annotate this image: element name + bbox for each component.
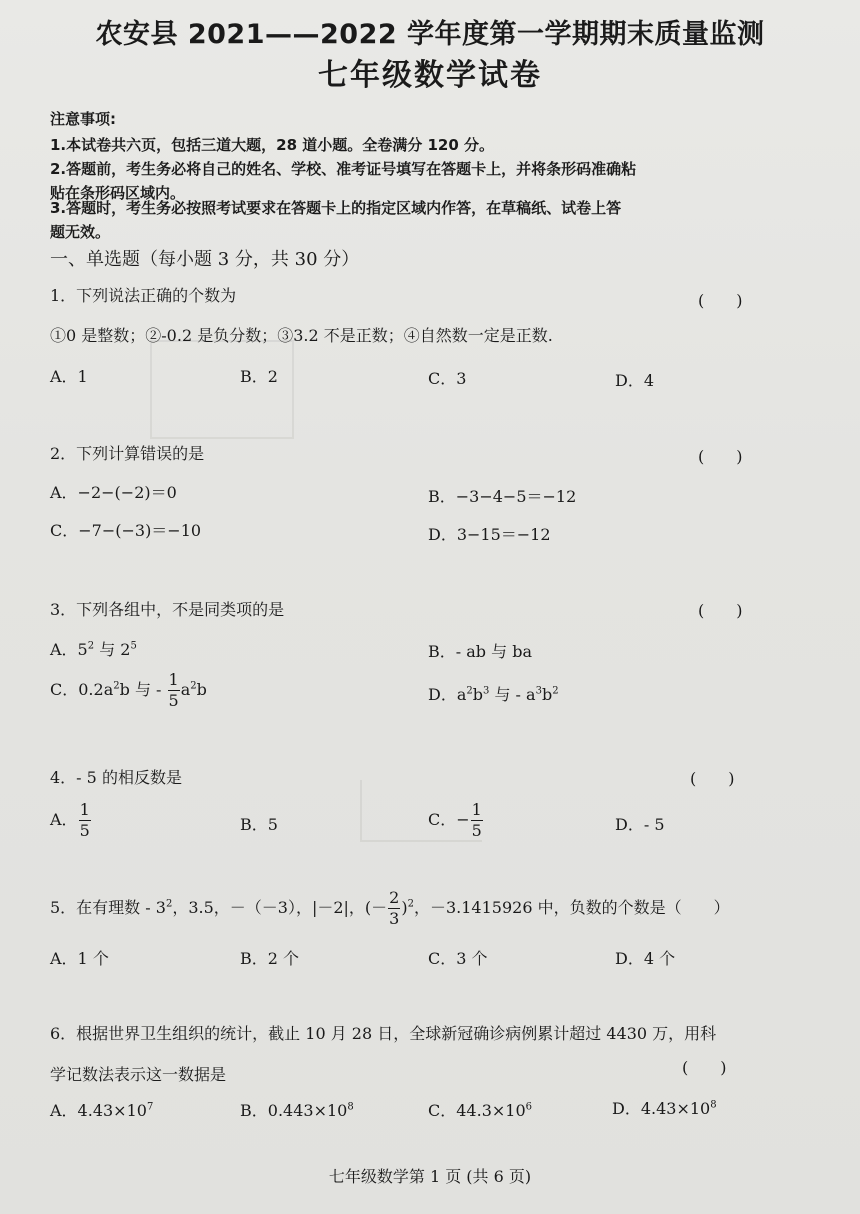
exam-subtitle: 七年级数学试卷 xyxy=(318,58,542,93)
option-d: D．$a^2b^3$ 与 - $a^3b^2$ xyxy=(428,685,559,704)
notes-item: 贴在条形码区域内。 xyxy=(50,184,186,202)
option-a: A．1 xyxy=(50,367,88,386)
fraction: $\frac{2}{3}$ xyxy=(389,888,400,928)
option-a: A． $\frac{1}{5}$ xyxy=(50,800,90,840)
option-b: B．$0.443\times 10^8$ xyxy=(240,1101,354,1120)
notes-heading: 注意事项: xyxy=(50,110,116,128)
option-c: C．− $\frac{1}{5}$ xyxy=(428,800,482,840)
option-b: B．2 xyxy=(240,367,278,386)
option-a: A．$5^2$ 与 $2^5$ xyxy=(50,640,137,659)
option-d: D．4 xyxy=(615,371,655,390)
question-1-detail: ①0 是整数；②-0.2 是负分数；③3.2 不是正数；④自然数一定是正数. xyxy=(50,326,553,345)
question-1-stem: 1．下列说法正确的个数为 xyxy=(50,286,237,305)
option-b: B．−3−4−5＝−12 xyxy=(428,487,577,506)
page-footer: 七年级数学第 1 页 (共 6 页) xyxy=(328,1167,532,1186)
option-a: A．1 个 xyxy=(50,949,109,968)
option-b: B．2 个 xyxy=(240,949,300,968)
answer-blank: ( ) xyxy=(698,291,743,310)
option-a: A．$4.43\times 10^7$ xyxy=(50,1101,154,1120)
exam-title: 农安县 2021——2022 学年度第一学期期末质量监测 xyxy=(95,19,765,50)
option-c: C．3 xyxy=(428,369,467,388)
option-d: D．4 个 xyxy=(615,949,676,968)
notes-item: 题无效。 xyxy=(50,223,111,241)
answer-blank: ( ) xyxy=(682,1058,727,1077)
option-d: D．$4.43\times 10^8$ xyxy=(612,1099,717,1118)
option-b: B．5 xyxy=(240,815,278,834)
question-3-stem: 3．下列各组中，不是同类项的是 xyxy=(50,600,285,619)
answer-blank: ( ) xyxy=(690,769,735,788)
option-c: C．$44.3\times 10^6$ xyxy=(428,1101,533,1120)
fraction: $\frac{1}{5}$ xyxy=(168,670,179,710)
answer-blank: ( ) xyxy=(698,601,743,620)
option-c: C．3 个 xyxy=(428,949,488,968)
question-6-stem: 6．根据世界卫生组织的统计，截止 10 月 28 日，全球新冠确诊病例累计超过 4430 万，用科 xyxy=(50,1024,717,1043)
notes-item: 1.本试卷共六页，包括三道大题，28 道小题。全卷满分 120 分。 xyxy=(50,136,494,154)
question-6-stem-line2: 学记数法表示这一数据是 xyxy=(50,1065,227,1084)
option-c: C．$0.2a^2b$ 与 - $\frac{1}{5}$ $a^2b$ xyxy=(50,670,207,710)
option-d: D．3−15＝−12 xyxy=(428,525,551,544)
notes-item: 2.答题前，考生务必将自己的姓名、学校、准考证号填写在答题卡上，并将条形码准确粘 xyxy=(50,160,637,178)
section-heading: 一、单选题（每小题 3 分，共 30 分） xyxy=(50,249,360,270)
answer-blank: ( ) xyxy=(698,447,743,466)
option-a: A．−2−(−2)＝0 xyxy=(50,483,177,502)
option-b: B．- ab 与 ba xyxy=(428,642,532,661)
fraction: $\frac{1}{5}$ xyxy=(79,800,90,840)
option-d: D．- 5 xyxy=(615,815,665,834)
question-2-stem: 2．下列计算错误的是 xyxy=(50,444,205,463)
question-5-stem: 5．在有理数 - $3^2$，3.5，－（－3），|－2|，(－ $\frac{2}{3}$ )$^2$，－3.1415926 中，负数的个数是（ ） xyxy=(50,888,730,928)
notes-item: 3.答题时，考生务必按照考试要求在答题卡上的指定区域内作答，在草稿纸、试卷上答 xyxy=(50,199,622,217)
show-through-figure xyxy=(150,340,294,439)
option-c: C．−7−(−3)＝−10 xyxy=(50,521,202,540)
question-4-stem: 4．- 5 的相反数是 xyxy=(50,768,182,787)
fraction: $\frac{1}{5}$ xyxy=(471,800,482,840)
